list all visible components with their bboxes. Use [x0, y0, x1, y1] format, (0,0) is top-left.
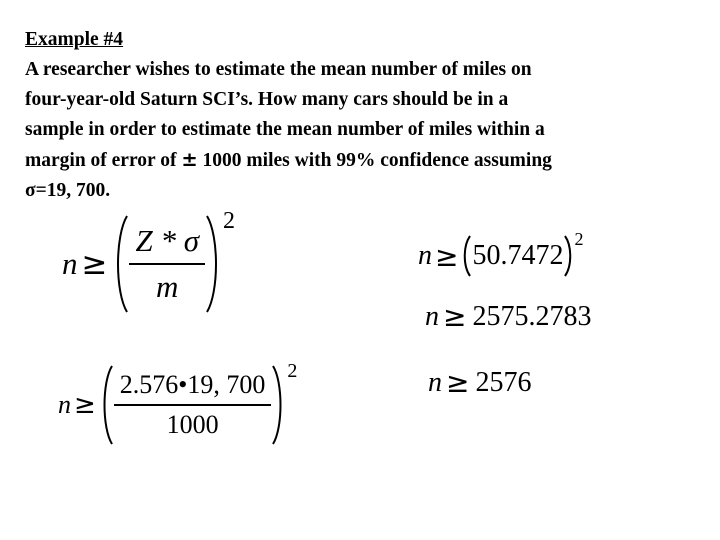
geq-symbol: ≥	[81, 246, 108, 282]
plus-minus-symbol: ±	[181, 148, 198, 171]
geq-symbol: ≥	[74, 390, 96, 420]
problem-line-2: four-year-old Saturn SCI’s. How many cars should be in a	[25, 89, 509, 110]
formula-denominator: m	[156, 269, 179, 304]
substituted-bracket-group	[100, 362, 286, 448]
right-paren-icon	[563, 234, 573, 278]
substituted-fraction	[114, 370, 272, 440]
geq-symbol: ≥	[446, 366, 470, 399]
problem-line-3: sample in order to estimate the mean number of miles within a	[25, 119, 545, 140]
n-variable: n	[58, 390, 71, 419]
geq-symbol: ≥	[435, 239, 459, 273]
substituted-formula	[58, 362, 297, 448]
example-heading: Example #4	[25, 29, 124, 50]
substituted-lhs	[58, 362, 100, 448]
problem-line-5-post: =19, 700.	[35, 180, 111, 201]
problem-line-4-post: 1000 miles with 99% confidence assuming	[197, 150, 552, 171]
formula-lhs	[62, 212, 113, 316]
problem-line-4	[25, 145, 705, 176]
substituted-exponent: 2	[287, 360, 298, 382]
substituted-numerator: 2.576•19, 700	[114, 370, 272, 406]
geq-symbol: ≥	[443, 300, 467, 333]
right-paren-icon	[271, 364, 285, 446]
left-paren-icon	[113, 214, 129, 314]
problem-line-5	[25, 176, 705, 206]
right-paren-icon	[205, 214, 221, 314]
squared-exponent: 2	[574, 229, 584, 249]
substituted-denominator: 1000	[166, 410, 219, 439]
formula-exponent: 2	[223, 208, 236, 234]
computed-sample-size	[425, 300, 591, 333]
formula-numerator: Z * σ	[129, 223, 205, 265]
computed-value: 2575.2783	[472, 300, 592, 332]
left-paren-icon	[462, 234, 472, 278]
rounded-sample-size	[428, 366, 531, 399]
n-variable: n	[62, 246, 78, 281]
squared-lhs	[418, 231, 573, 281]
problem-line-4-pre: margin of error of	[25, 150, 182, 171]
left-paren-icon	[100, 364, 114, 446]
problem-statement	[25, 25, 705, 206]
formula-bracket-group	[113, 212, 221, 316]
squared-base: 50.7472	[472, 240, 564, 271]
sigma-symbol: σ	[25, 180, 36, 201]
squared-value-equation	[418, 231, 583, 281]
n-variable: n	[418, 240, 432, 271]
n-variable: n	[428, 366, 442, 398]
problem-line-1: A researcher wishes to estimate the mean number of miles on	[25, 59, 532, 80]
n-variable: n	[425, 300, 439, 332]
sample-size-formula	[62, 208, 236, 316]
formula-fraction	[129, 223, 205, 305]
rounded-value: 2576	[475, 366, 532, 398]
